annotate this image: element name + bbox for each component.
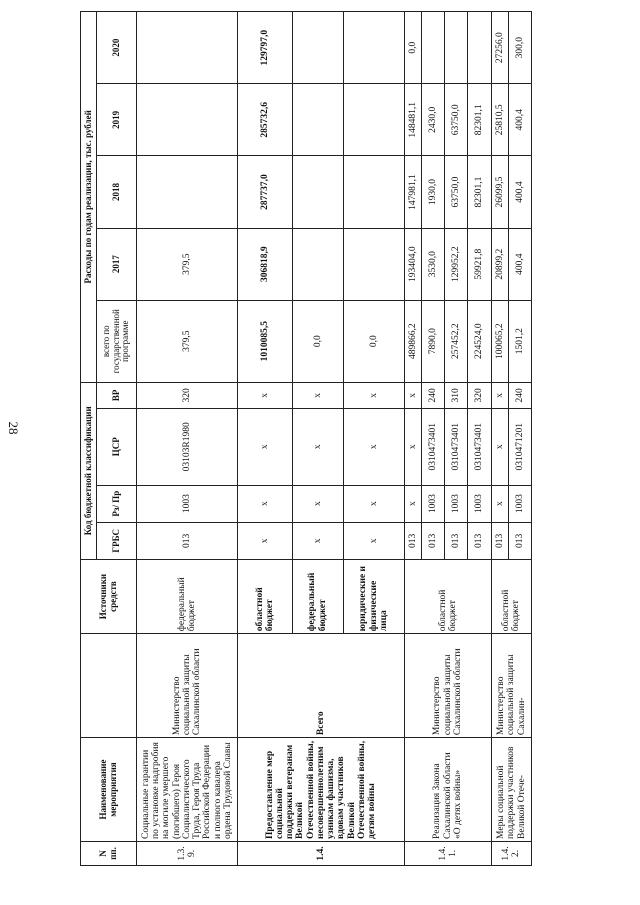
header-executor (81, 634, 137, 738)
cell-2019: 2430,0 (421, 84, 444, 156)
cell-csr: 0310473401 (445, 409, 468, 486)
cell-2018: 82301,1 (468, 156, 491, 228)
cell-vr: x (491, 382, 508, 408)
cell-grbs: 013 (404, 522, 421, 559)
cell-total: 379,5 (137, 300, 238, 382)
cell-total: 100065,2 (491, 300, 508, 382)
cell-2019 (137, 84, 238, 156)
row-source: областной бюджет (404, 559, 491, 633)
cell-grbs: 013 (137, 522, 238, 559)
cell-grbs: 013 (491, 522, 508, 559)
cell-2020 (445, 12, 468, 84)
cell-2018: 400,4 (508, 156, 531, 228)
row-source: федеральный бюджет (292, 559, 343, 633)
cell-2017: 193404,0 (404, 228, 421, 300)
cell-grbs: x (292, 522, 343, 559)
header-grbs: ГРБС (97, 522, 137, 559)
cell-2017: 20899,2 (491, 228, 508, 300)
cell-2017 (292, 228, 343, 300)
row-executor: Министерство социальной защиты Сахалин- (491, 634, 531, 738)
cell-2018 (292, 156, 343, 228)
cell-total: 224524,0 (468, 300, 491, 382)
cell-csr: x (404, 409, 421, 486)
header-expenses: Расходы по годам реализации, тыс. рублей (81, 12, 97, 383)
cell-vr: 320 (137, 382, 238, 408)
cell-vr: x (237, 382, 292, 408)
cell-total: 7890,0 (421, 300, 444, 382)
cell-vr: 240 (421, 382, 444, 408)
cell-rzpr: x (343, 485, 404, 522)
cell-grbs: 013 (445, 522, 468, 559)
cell-grbs: 013 (421, 522, 444, 559)
cell-vr: 320 (468, 382, 491, 408)
cell-2019: 25810,5 (491, 84, 508, 156)
cell-csr: x (343, 409, 404, 486)
cell-csr: x (237, 409, 292, 486)
cell-grbs: 013 (468, 522, 491, 559)
row-name: Предоставление мер социальной поддержки ветеранам Великой Отечественной войны, несовершеннолетним узникам фашизма, вдовам участников Великой Отечественной войны, детям войны (237, 738, 404, 842)
row-name: Реализация Закона Сахалинской области «О детях войны» (404, 738, 491, 842)
row-source: областной бюджет (237, 559, 292, 633)
cell-csr: 0310473401 (468, 409, 491, 486)
row-executor: Министерство социальной защиты Сахалинской области (404, 634, 491, 738)
cell-2019: 63750,0 (445, 84, 468, 156)
cell-2018 (343, 156, 404, 228)
cell-vr: x (404, 382, 421, 408)
budget-table (80, 11, 532, 866)
row-num: 1.3. 9. (137, 841, 238, 865)
cell-2018: 26099,5 (491, 156, 508, 228)
header-source: Источники средств (81, 559, 137, 633)
cell-rzpr: x (404, 485, 421, 522)
cell-total: 489866,2 (404, 300, 421, 382)
rotated-page-content (80, 11, 532, 866)
cell-2018: 63750,0 (445, 156, 468, 228)
cell-csr: 0310471201 (508, 409, 531, 486)
cell-2018: 287737,0 (237, 156, 292, 228)
cell-2020: 0,0 (404, 12, 421, 84)
table-row (237, 12, 292, 866)
row-executor: Министерство социальной защиты Сахалинской области (137, 634, 238, 738)
cell-csr: x (491, 409, 508, 486)
row-name: Меры социальной поддержки участников Великой Отече- (491, 738, 531, 842)
cell-vr: x (292, 382, 343, 408)
cell-rzpr: x (491, 485, 508, 522)
cell-rzpr: 1003 (468, 485, 491, 522)
header-num: N пп. (81, 841, 137, 865)
table-row (137, 12, 238, 866)
cell-vr: x (343, 382, 404, 408)
cell-total: 0,0 (343, 300, 404, 382)
row-source: федеральный бюджет (137, 559, 238, 633)
table-row (491, 12, 508, 866)
table-row (404, 12, 421, 866)
cell-2020: 129797,0 (237, 12, 292, 84)
cell-2018: 147981,1 (404, 156, 421, 228)
cell-csr: 0310473401 (421, 409, 444, 486)
row-source: областной бюджет (491, 559, 531, 633)
cell-2020: 300,0 (508, 12, 531, 84)
cell-rzpr: 1003 (137, 485, 238, 522)
header-rzpr: Рз/ Пр (97, 485, 137, 522)
cell-rzpr: x (237, 485, 292, 522)
cell-total: 0,0 (292, 300, 343, 382)
cell-rzpr: 1003 (421, 485, 444, 522)
cell-2018: 1930,0 (421, 156, 444, 228)
header-name: Наименование мероприятия (81, 738, 137, 842)
cell-csr: x (292, 409, 343, 486)
cell-rzpr: 1003 (445, 485, 468, 522)
cell-2020 (292, 12, 343, 84)
header-2017: 2017 (97, 228, 137, 300)
cell-grbs: 013 (508, 522, 531, 559)
row-num: 1.4. (237, 841, 404, 865)
cell-2019: 400,4 (508, 84, 531, 156)
row-num: 1.4. 1. (404, 841, 491, 865)
cell-2020 (468, 12, 491, 84)
cell-csr: 03103R1980 (137, 409, 238, 486)
header-budget-code: Код бюджетной классификации (81, 382, 97, 559)
cell-2019 (343, 84, 404, 156)
header-total: всего по государственной программе (97, 300, 137, 382)
header-2020: 2020 (97, 12, 137, 84)
row-num: 1.4. 2. (491, 841, 531, 865)
row-name: Социальные гарантии по установке надгробия на могиле умершего (погибшего) Героя Социалистического Труда, Героя Труда Российской Федерации и полного кавалера ордена Трудовой Славы (137, 738, 238, 842)
cell-2017: 306818,9 (237, 228, 292, 300)
row-source: юридические и физические лица (343, 559, 404, 633)
cell-vr: 240 (508, 382, 531, 408)
cell-2020: 27256,0 (491, 12, 508, 84)
cell-2017: 129952,2 (445, 228, 468, 300)
cell-grbs: x (237, 522, 292, 559)
cell-2017 (343, 228, 404, 300)
cell-rzpr: 1003 (508, 485, 531, 522)
cell-2019: 285732,6 (237, 84, 292, 156)
cell-2017: 379,5 (137, 228, 238, 300)
row-executor: Всего (237, 634, 404, 738)
cell-total: 1010085,5 (237, 300, 292, 382)
header-csr: ЦСР (97, 409, 137, 486)
header-2019: 2019 (97, 84, 137, 156)
header-vr: ВР (97, 382, 137, 408)
cell-2019: 82301,1 (468, 84, 491, 156)
cell-2019 (292, 84, 343, 156)
cell-total: 1501,2 (508, 300, 531, 382)
cell-2017: 400,4 (508, 228, 531, 300)
cell-2020 (343, 12, 404, 84)
header-2018: 2018 (97, 156, 137, 228)
cell-2020 (421, 12, 444, 84)
cell-2019: 148481,1 (404, 84, 421, 156)
cell-rzpr: x (292, 485, 343, 522)
page-number: 28 (6, 421, 21, 435)
cell-2020 (137, 12, 238, 84)
cell-total: 257452,2 (445, 300, 468, 382)
cell-2017: 59921,8 (468, 228, 491, 300)
cell-vr: 310 (445, 382, 468, 408)
cell-grbs: x (343, 522, 404, 559)
cell-2017: 3530,0 (421, 228, 444, 300)
cell-2018 (137, 156, 238, 228)
